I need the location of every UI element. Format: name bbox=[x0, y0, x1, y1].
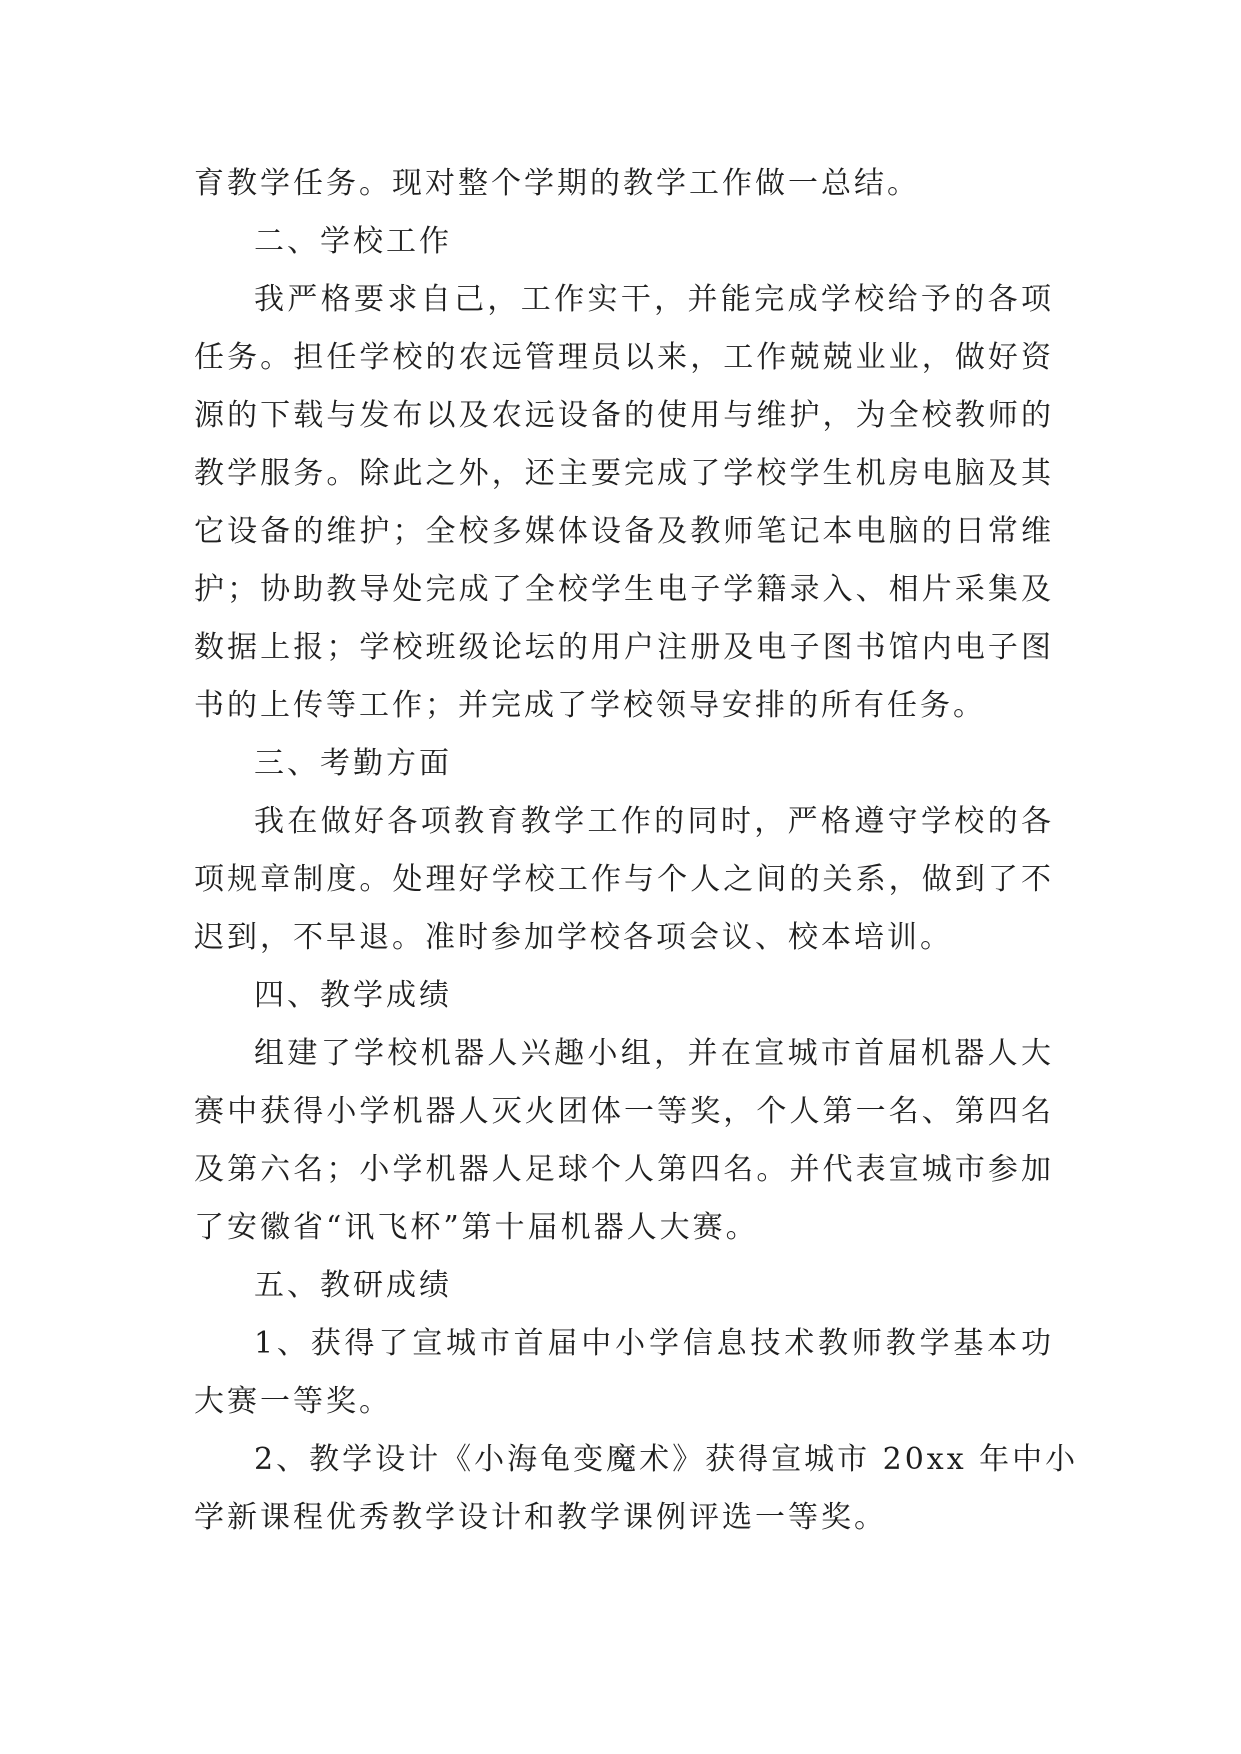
section-heading-school-work: 二、学校工作 bbox=[254, 224, 452, 259]
section-heading-attendance: 三、考勤方面 bbox=[254, 746, 452, 781]
paragraph-line: 2、教学设计《小海龟变魔术》获得宣城市 20xx 年中小 bbox=[254, 1442, 1079, 1477]
paragraph-line: 赛中获得小学机器人灭火团体一等奖，个人第一名、第四名 bbox=[194, 1094, 1054, 1129]
paragraph-line: 1、获得了宣城市首届中小学信息技术教师教学基本功 bbox=[254, 1326, 1054, 1361]
intro-line: 育教学任务。现对整个学期的教学工作做一总结。 bbox=[194, 166, 920, 201]
paragraph-line: 护；协助教导处完成了全校学生电子学籍录入、相片采集及 bbox=[194, 572, 1054, 607]
paragraph-line: 书的上传等工作；并完成了学校领导安排的所有任务。 bbox=[194, 688, 986, 723]
section-heading-research-results: 五、教研成绩 bbox=[254, 1268, 452, 1303]
paragraph-line: 教学服务。除此之外，还主要完成了学校学生机房电脑及其 bbox=[194, 456, 1054, 491]
document-body bbox=[194, 155, 1079, 1547]
paragraph-research-item-1 bbox=[194, 1315, 1054, 1431]
paragraph-school-work bbox=[194, 271, 1054, 735]
paragraph-line: 了安徽省“讯飞杯”第十届机器人大赛。 bbox=[194, 1210, 759, 1245]
paragraph-line: 项规章制度。处理好学校工作与个人之间的关系，做到了不 bbox=[194, 862, 1054, 897]
paragraph-line: 源的下载与发布以及农远设备的使用与维护，为全校教师的 bbox=[194, 398, 1054, 433]
paragraph-line: 学新课程优秀教学设计和教学课例评选一等奖。 bbox=[194, 1500, 887, 1535]
paragraph-research-item-2 bbox=[194, 1431, 1079, 1547]
paragraph-line: 及第六名；小学机器人足球个人第四名。并代表宣城市参加 bbox=[194, 1152, 1054, 1187]
paragraph-line: 它设备的维护；全校多媒体设备及教师笔记本电脑的日常维 bbox=[194, 514, 1054, 549]
paragraph-line: 数据上报；学校班级论坛的用户注册及电子图书馆内电子图 bbox=[194, 630, 1054, 665]
paragraph-line: 我在做好各项教育教学工作的同时，严格遵守学校的各 bbox=[254, 804, 1054, 839]
section-heading-teaching-results: 四、教学成绩 bbox=[254, 978, 452, 1013]
paragraph-line: 组建了学校机器人兴趣小组，并在宣城市首届机器人大 bbox=[254, 1036, 1054, 1071]
paragraph-line: 任务。担任学校的农远管理员以来，工作兢兢业业，做好资 bbox=[194, 340, 1054, 375]
paragraph-line: 我严格要求自己，工作实干，并能完成学校给予的各项 bbox=[254, 282, 1054, 317]
paragraph-line: 迟到，不早退。准时参加学校各项会议、校本培训。 bbox=[194, 920, 953, 955]
paragraph-line: 大赛一等奖。 bbox=[194, 1384, 392, 1419]
paragraph-teaching-results bbox=[194, 1025, 1054, 1257]
paragraph-attendance bbox=[194, 793, 1054, 967]
